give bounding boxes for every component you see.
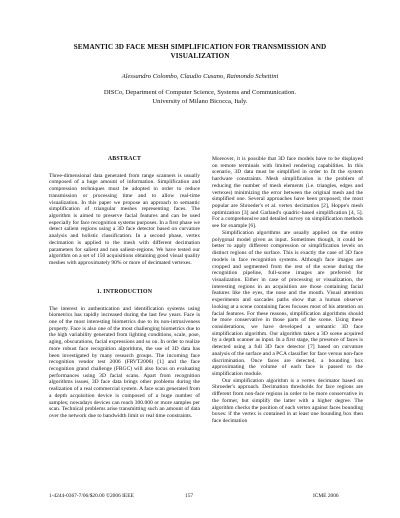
affiliation-line-1: DISCo, Department of Computer Science, Systems and Communication. (103, 89, 297, 96)
right-paragraph-2: Simplification algorithms are usually applied on the entire polygonal model given as input. Sometimes though, it could be better to apply different compression or simplification levels on distinct regions of the surface. This is exactly the case of 3D face models in face recognition systems. Although face images are cropped and segmented from the rest of the scene during the recognition pipeline, full-scene images are preferred for visualization. Either in case of processing or visualization, the interesting regions in an acquisition are those containing facial features like the eyes, the nose and the mouth. Visual attention experiments and saccades paths show that a human observer looking at a scene containing faces focuses most of his attention on facial features. For these reasons, simplification algorithms should be more conservative in those parts of the scene. Using these considerations, we have developed a semantic 3D face simplification algorithm. Our algorithm takes a 3D scene acquired by a depth scanner as input. In a first stage, the presence of faces is detected using a full 3D face detector [7] based on curvature analysis of the surface and a PCA classifier for face versus non-face discrimination. Once faces are detected, a bounding box approximating the volume of each face is passed to the simplification module. (212, 229, 363, 377)
introduction-text: The interest in authentication and identification systems using biometrics has rapidly increased during the last few years. Face is one of the most interesting biometrics due to its non-intrusiveness property. Face is also one of the most challenging biometrics due to the high variability generated from lighting conditions, scale, pose, aging, obscurations, facial expressions and so on. In order to realize more robust face recognition algorithms, the use of 3D data has been investigated by many research groups. The incoming face recognition vendor test 2006 (FRVT2006) [1] and the face recognition grand challenge (FRGC) will also focus on evaluating performances using 3D facial scans. Apart from recognition algorithms issues, 3D face data brings other problems during the realization of a real commercial system. A face scan generated from a depth acquisition device is composed of a huge number of samples; nowadays devices can reach 300.000 or more samples per scan. Technical problems arise transmitting such an amount of data over the network due to bandwidth limit or real time constraints. (49, 305, 200, 419)
abstract-heading: ABSTRACT (107, 156, 142, 162)
footer-page-number: 157 (185, 493, 194, 499)
paper-title (40, 43, 360, 61)
abstract-text: Three-dimensional data generated from range scanners is usually composed of a huge amount of information. Simplification and compression techniques must be adopted in order to reduce transmission or processing time and to allow real-time visualization. In this paper we propose an approach to semantic simplification of triangular meshes representing faces. The algorithm is aimed to preserve facial features and can be used especially for face recognition systems purposes. In a first phase we detect salient regions using a 3D face detector based on curvature analysis and holistic classification. In a second phase, vertex decimation is applied to the mesh with different decimation parameters for salient and non salient-regions. We have tested our algorithm on a set of 150 acquisitions obtaining good visual quality meshes with approximately 90% or more of decimated vertexes. (49, 172, 200, 267)
paper-title-line-1: SEMANTIC 3D FACE MESH SIMPLIFICATION FOR TRANSMISSION AND (73, 43, 327, 51)
right-column (212, 156, 363, 425)
footer-venue: ICME 2006 (313, 493, 339, 499)
left-column (49, 156, 200, 420)
introduction-heading: 1. INTRODUCTION (96, 288, 153, 295)
paper-affiliation (40, 89, 360, 106)
footer-isbn: 1-4244-0367-7/06/$20.00 ©2006 IEEE (49, 493, 134, 499)
right-paragraph-3: Our simplification algorithm is a vertex decimator based on Shroeder's approach. Decimation thresholds for face regions are different from non-face regions in order to be more conservative in the former, but simplify the latter with a higher degree. The algorithm checks the position of each vertex against faces bounding boxes: if the vertex is contained in at least one bounding box then face decimation (212, 377, 363, 425)
affiliation-line-2: University of Milano Bicocca, Italy. (152, 97, 248, 105)
paper-authors: Alessandro Colombo, Claudio Cusano, Raimondo Schettini (121, 73, 279, 80)
paper-title-line-2: VISUALIZATION (170, 52, 230, 60)
right-paragraph-1: Moreover, it is possible that 3D face models have to be displayed on remote terminals with limited rendering capabilities. In this scenario, 3D data must be simplified in order to fit the system hardware constraints. Mesh simplification is the problem of reducing the number of mesh elements (i.e. triangles, edges and vertexes) minimizing the error between the original mesh and the simplified one. Several approaches have been proposed; the most popular are Shroeder's et al. vertex decimation [2], Hoppe's mesh optimization [3] and Garland's quadric-based simplification [4, 5]. For a comprehensive and detailed survey on simplification methods see for example [6]. (212, 156, 363, 230)
